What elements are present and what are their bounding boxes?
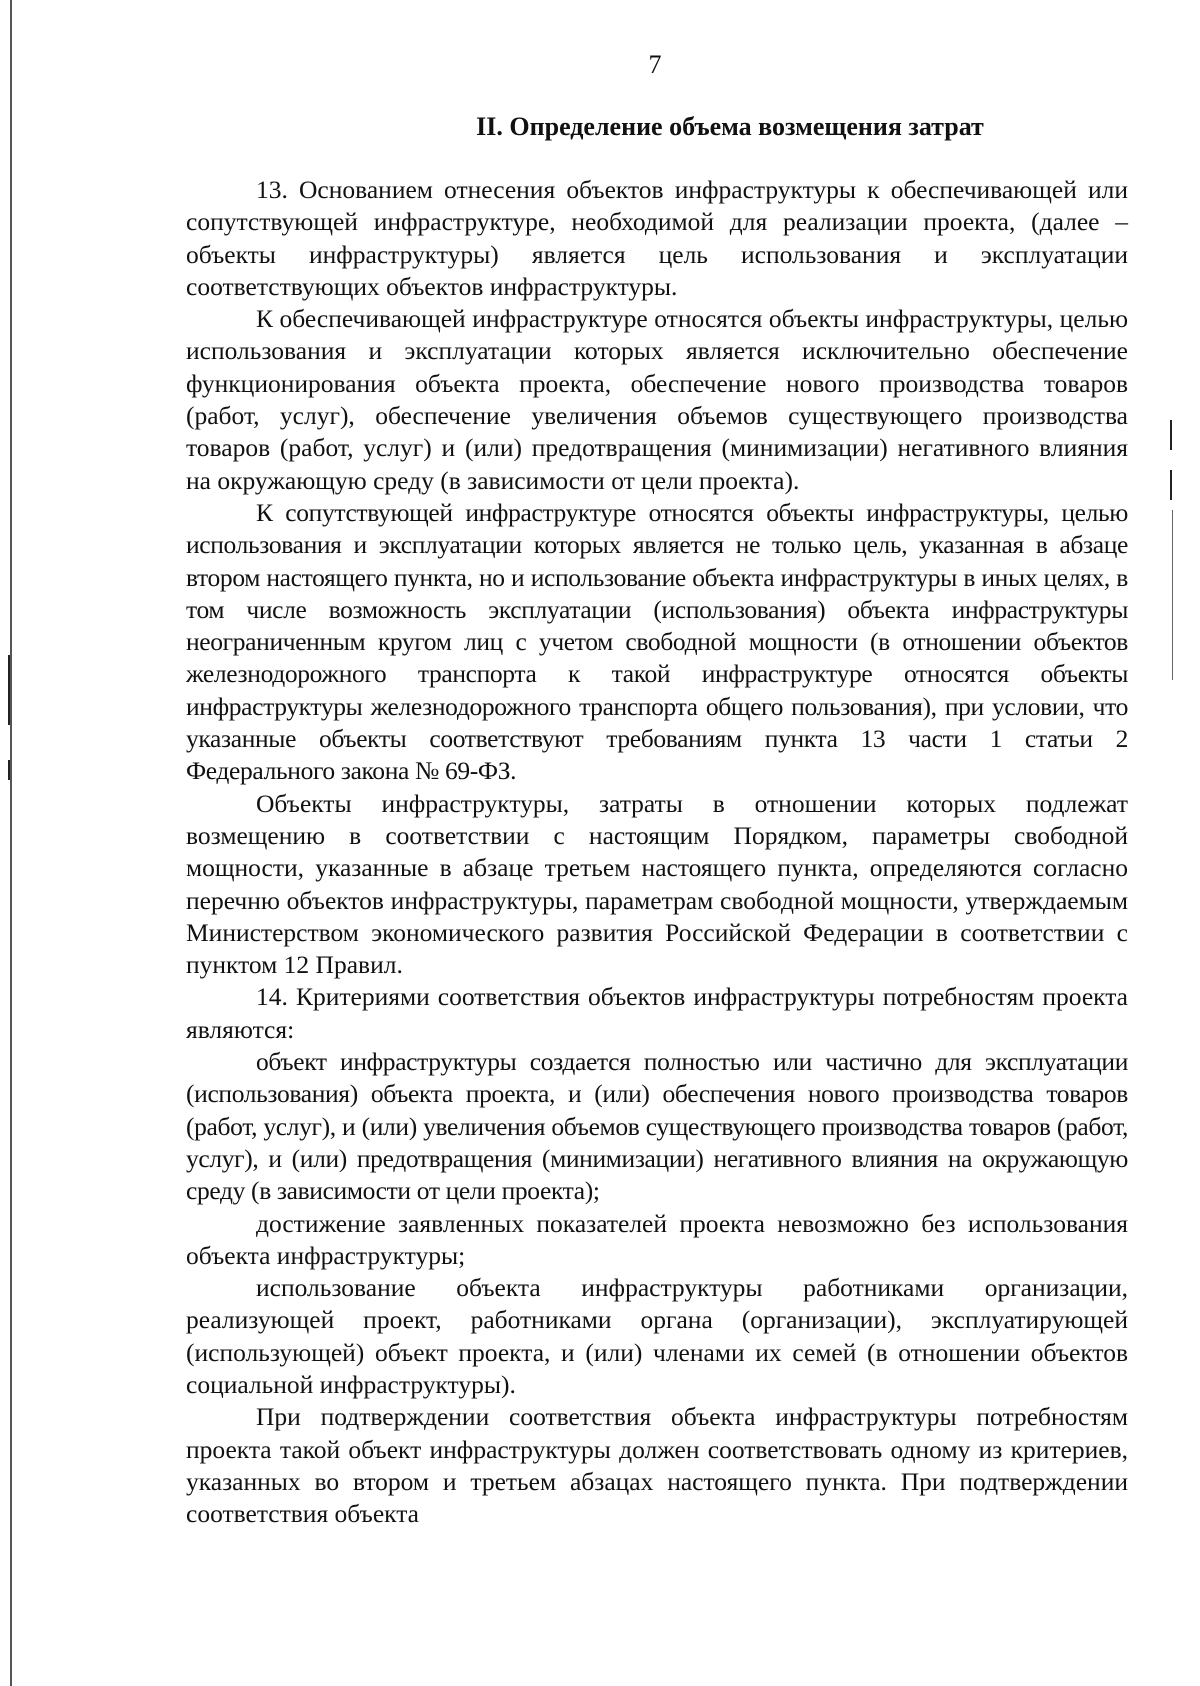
paragraph-accompanying-infrastructure: К сопутствующей инфраструктуре относятся объекты инфраструктуры, целью использования и эксплуатации которых является не только цель, указанная в абзаце втором настоящего пункта, но и использование объекта инфраструктуры в иных целях, в том числе возможность эксплуатации (использования) объекта инфраструктуры неограниченным кругом лиц с учетом свободной мощности (в отношении объектов железнодорожного транспорта к такой инфраструктуре относятся объекты инфраструктуры железнодорожного транспорта общего пользования), при условии, что указанные объекты соответствуют требованиям пункта 13 части 1 статьи 2 Федерального закона № 69-ФЗ.	[186, 497, 1128, 786]
document-body	[186, 174, 1128, 1530]
paragraph-13-basis: 13. Основанием отнесения объектов инфраструктуры к обеспечивающей или сопутствующей инфраструктуре, необходимой для реализации проекта, (далее – объекты инфраструктуры) является цель использования и эксплуатации соответствующих объектов инфраструктуры.	[186, 175, 1128, 301]
paragraph-confirmation: При подтверждении соответствия объекта инфраструктуры потребностям проекта такой объект инфраструктуры должен соответствовать одному из критериев, указанных во втором и третьем абзацах настоящего пункта. При подтверждении соответствия объекта	[186, 1402, 1128, 1529]
paragraph-criterion-3: использование объекта инфраструктуры работниками организации, реализующей проект, работниками органа (организации), эксплуатирующей (использующей) объект проекта, и (или) членами их семей (в отношении объектов социальной инфраструктуры).	[186, 1273, 1128, 1399]
scan-edge-line-left-mark	[8, 760, 10, 780]
scan-edge-line-right-mark	[1170, 420, 1172, 450]
paragraph-criterion-1: объект инфраструктуры создается полностью или частично для эксплуатации (использования) объекта проекта, и (или) обеспечения нового производства товаров (работ, услуг), и (или) увеличения объемов существующего производства товаров (работ, услуг), и (или) предотвращения (минимизации) негативного влияния на окружающую среду (в зависимости от цели проекта);	[186, 1047, 1128, 1206]
paragraph-criterion-2: достижение заявленных показателей проекта невозможно без использования объекта инфраструктуры;	[186, 1208, 1128, 1270]
paragraph-infrastructure-objects-list: Объекты инфраструктуры, затраты в отношении которых подлежат возмещению в соответствии с настоящим Порядком, параметры свободной мощности, указанные в абзаце третьем настоящего пункта, определяются согласно перечню объектов инфраструктуры, параметрам свободной мощности, утверждаемым Министерством экономического развития Российской Федерации в соответствии с пунктом 12 Правил.	[186, 788, 1128, 980]
scan-edge-line-right-mark	[1172, 510, 1173, 680]
scan-edge-line-left-mark	[8, 655, 10, 725]
scan-edge-line-left-top	[10, 0, 12, 1686]
paragraph-14-criteria: 14. Критериями соответствия объектов инфраструктуры потребностям проекта являются:	[186, 982, 1128, 1044]
scan-edge-line-right-mark	[1170, 470, 1172, 500]
page-number: 7	[648, 50, 662, 79]
paragraph-supporting-infrastructure: К обеспечивающей инфраструктуре относятся объекты инфраструктуры, целью использования и эксплуатации которых является исключительно обеспечение функционирования объекта проекта, обеспечение нового производства товаров (работ, услуг), обеспечение увеличения объемов существующего производства товаров (работ, услуг) и (или) предотвращения (минимизации) негативного влияния на окружающую среду (в зависимости от цели проекта).	[186, 304, 1128, 495]
section-title: II. Определение объема возмещения затрат	[476, 112, 984, 141]
